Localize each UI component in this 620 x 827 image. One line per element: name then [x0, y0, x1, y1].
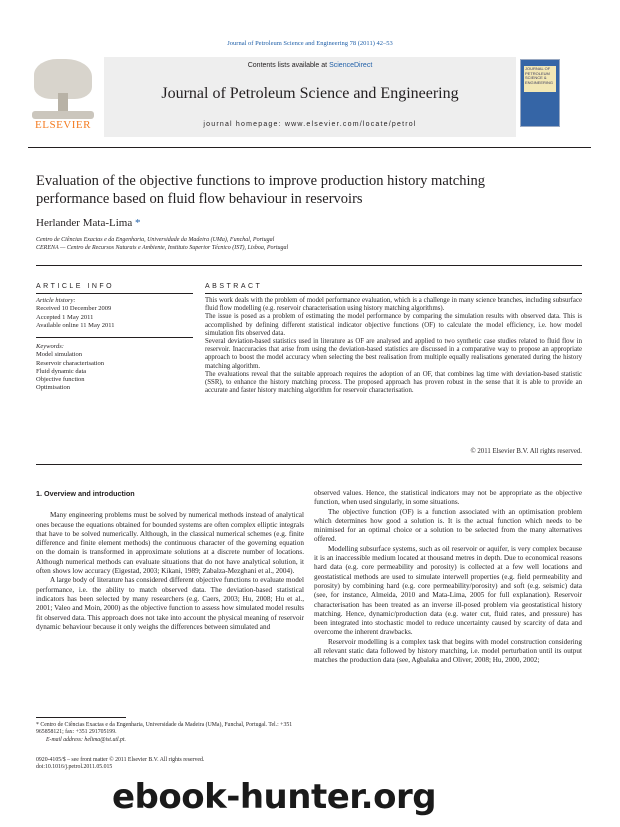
history-label: Article history: [36, 297, 76, 304]
abstract-heading: ABSTRACT [205, 283, 263, 290]
sciencedirect-link[interactable]: ScienceDirect [329, 62, 373, 69]
front-matter [36, 757, 204, 772]
keyword-item: Fluid dynamic data [36, 367, 87, 375]
section-heading: 1. Overview and introduction [36, 489, 135, 498]
contents-line [104, 62, 516, 69]
footnote-mark: * [36, 722, 39, 728]
author-email-link[interactable]: E-mail address: helima@ist.utl.pt. [46, 736, 126, 743]
abstract-paragraph: The evaluations reveal that the suitable approach requires the adoption of an OF, that combines lag time with deviation-based statistic (SSR), to enhance the history matching process. The proposed approach has proven robust in the sense that it is able to provide an accurate and faster history matching algorithm for reservoir characterisation. [205, 370, 582, 395]
keyword-item: Reservoir characterisation [36, 359, 105, 367]
journal-title: Journal of Petroleum Science and Engineering [161, 85, 459, 102]
history-online: Available online 11 May 2011 [36, 321, 115, 329]
footnote-text: Centro de Ciências Exactas e da Engenharia, Universidade da Madeira (UMa), Funchal, Portugal. Tel.: +351 965858121; fax: +351 291705199. [36, 722, 293, 736]
contents-prefix: Contents lists available at [247, 62, 328, 69]
copyright-notice: © 2011 Elsevier B.V. All rights reserved. [470, 448, 582, 455]
history-received: Received 10 December 2009 [36, 305, 112, 313]
publisher-logo-text: ELSEVIER [35, 119, 91, 131]
abstract-paragraph: The issue is posed as a problem of estimating the model performance by comparing the simulation results with observed data. This is accomplished by defining different statistical indicator objective functions (OF) to calculate the model efficiency, i.e. how model simulation fits observed data. [205, 313, 582, 337]
journal-cover-image [520, 59, 560, 127]
author-line [36, 217, 140, 229]
author-footnote [36, 722, 306, 744]
abstract-paragraph: Several deviation-based statistics used in literature as OF are analysed and applied to two synthetic case studies related to fluid flow in reservoir. Inaccuracies that arise from using the deviation-based statistics are discussed in a comparative way to propose an appropriate approach to boost the model accuracy when selecting the best realisation from multiple equally realisations generated during the history matching algorithm. [205, 338, 582, 370]
footnote-affiliation [36, 722, 306, 737]
keywords-rule [36, 337, 193, 338]
abstract-paragraph: This work deals with the problem of model performance evaluation, which is a challenge in many science branches, including subsurface fluid flow modelling (e.g. reservoir characterisation using history matching algorithms). [205, 297, 582, 313]
tree-ground-icon [32, 111, 94, 119]
tree-trunk-icon [58, 93, 68, 113]
issn-line: 0920-4105/$ – see front matter © 2011 Elsevier B.V. All rights reserved. [36, 757, 205, 763]
body-paragraph: Reservoir modelling is a complex task that begins with model construction considering all relevant static data followed by history matching, i.e. model perturbation until its output matches the production data (see, Agbalaka and Oliver, 2008; Hu, 2000, 2002; [314, 637, 582, 665]
journal-masthead [28, 57, 591, 137]
body-paragraph: observed values. Hence, the statistical indicators may not be appropriate as the objective function, when used singularly, in some situations. [314, 489, 582, 507]
body-paragraph: A large body of literature has considered different objective functions to evaluate model performance, i.e. the ability to match observed data. The deviation-based statistical indicators has been selected by many researchers (e.g. Caers, 2003; Hu, 2008; Hu et al., 2001; Valeo and Moin, 2000) as the objective function to assess how simulated model results fit observed data. This approach does not take into account the physical meaning of reservoir dynamic behaviour because it only weighs the differences between simulated and [36, 576, 304, 631]
keyword-item: Model simulation [36, 351, 83, 359]
author-name: Herlander Mata-Lima [36, 217, 133, 229]
keywords-list [36, 343, 193, 393]
corresponding-author-mark[interactable]: * [134, 217, 141, 229]
keyword-item: Objective function [36, 376, 85, 384]
article-info-rule [36, 293, 193, 294]
doi-link[interactable]: doi:10.1016/j.petrol.2011.05.015 [36, 764, 113, 771]
paper-title: Evaluation of the objective functions to improve production history matching performance based on fluid flow behaviour in reservoirs [36, 173, 485, 207]
journal-homepage-link[interactable]: journal homepage: www.elsevier.com/locate/petrol [203, 121, 417, 128]
running-header[interactable]: Journal of Petroleum Science and Engineering 78 (2011) 42–53 [227, 40, 393, 47]
history-accepted: Accepted 1 May 2011 [36, 313, 94, 321]
info-divider-top [36, 265, 582, 266]
keyword-item: Optimisation [36, 384, 70, 392]
abstract-body [205, 297, 582, 395]
body-paragraph: Many engineering problems must be solved by numerical methods instead of analytical ones because the equations obtained for bounded systems are often complex elliptic integrals that have to be solved numerically. Although, in the classical numerical schemes (e.g. finite difference and finite element methods) the continuous character of the governing equation on the domain is transformed in approximate solutions at a discrete number of locations. Although numerical methods can evaluate situations that do not have analytical solution, it often shows low accuracy (Eigestad, 2003; Kikani, 1989; Zabalza-Mezghani et al., 2004). [36, 511, 304, 576]
body-left-column [36, 489, 304, 632]
watermark-text: ebook-hunter.org [112, 777, 437, 817]
masthead-band [104, 57, 516, 137]
cover-title: JOURNAL OF PETROLEUM SCIENCE & ENGINEERING [524, 66, 556, 92]
article-info-heading: ARTICLE INFO [36, 283, 115, 290]
body-paragraph: Modelling subsurface systems, such as oil reservoir or aquifer, is very complex because it is an inaccessible medium located at thousand metres in depth. Due to economical reasons hard data (e.g. core permeability and porosity) is collected at a few well locations and geostatistical methods are used to simulate interwell properties (e.g. field permeability and porosity) by combining hard (e.g. core permeability/porosity) and soft (e.g. seismic) data (see, for instance, Almeida, 2010 and Mata-Lima, 2005 for full explanation). Reservoir characterisation has been treated as an inverse ill-posed problem via geostatistical history matching. Hence, dynamic/production data (e.g. water cut, fluid rates, and pressure) has been integrated into stochastic model to reduce uncertainty caused by scarcity of data and overcome the inherent drawbacks. [314, 544, 582, 637]
elsevier-tree-logo [28, 57, 98, 137]
abstract-divider-bottom [36, 464, 582, 465]
abstract-rule [205, 293, 582, 294]
article-history [36, 297, 193, 330]
body-right-column [314, 489, 582, 666]
body-paragraph: The objective function (OF) is a function associated with an optimisation problem which determines how good a solution is. It is the actual function which needs to be minimised for an optimal choice or a solution to be selected from the many alternatives offered. [314, 507, 582, 544]
masthead-divider [28, 147, 591, 148]
keywords-label: Keywords: [36, 343, 64, 350]
footnote-rule [36, 717, 126, 718]
affiliation-2: CERENA — Centro de Recursos Naturais e Ambiente, Instituto Superior Técnico (IST), Lisboa, Portugal [36, 245, 289, 251]
affiliation-1: Centro de Ciências Exactas e da Engenharia, Universidade da Madeira (UMa), Funchal, Portugal [36, 237, 275, 243]
